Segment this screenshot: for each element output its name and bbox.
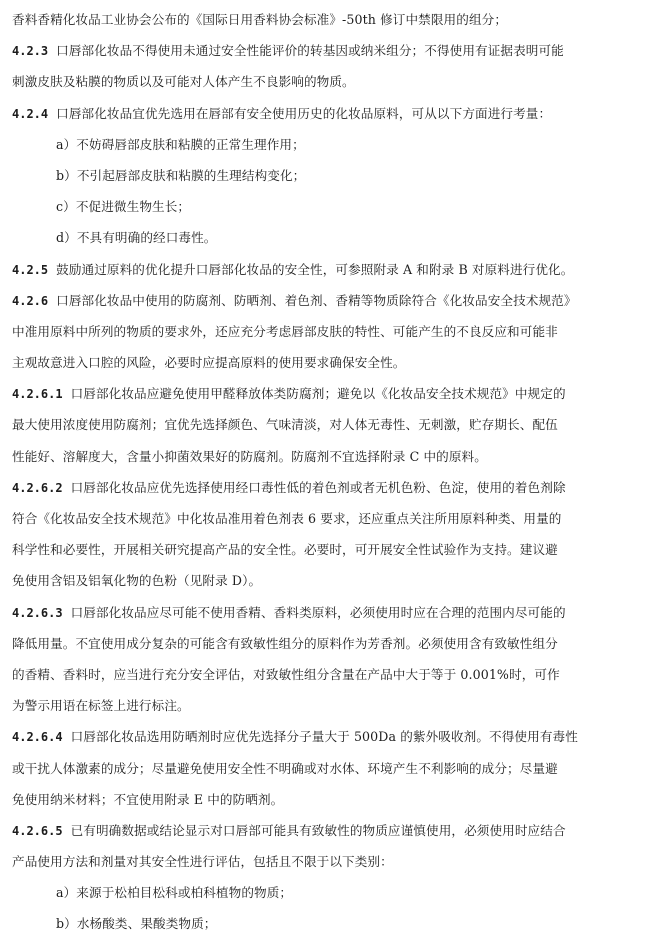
- line-text: 为警示用语在标签上进行标注。: [12, 698, 190, 714]
- text-line: [12, 222, 653, 253]
- text-line: [12, 659, 653, 690]
- line-text: b）不引起唇部皮肤和粘膜的生理结构变化；: [56, 167, 306, 183]
- line-text: a）不妨碍唇部皮肤和粘膜的正常生理作用；: [56, 136, 305, 152]
- clause-number: 4.2.4: [12, 106, 49, 121]
- text-line: [12, 66, 653, 97]
- text-line: [12, 628, 653, 659]
- clause-line: [12, 254, 653, 285]
- line-text: 的香精、香料时，应当进行充分安全评估，对致敏性组分含量在产品中大于等于 0.001%时，可作: [12, 666, 560, 682]
- text-line: [12, 534, 653, 565]
- text-line: [12, 690, 653, 721]
- clause-line: [12, 285, 653, 316]
- line-text: 主观故意进入口腔的风险，必要时应提高原料的使用要求确保安全性。: [12, 355, 406, 371]
- text-line: [12, 846, 653, 877]
- line-text: 降低用量。不宜使用成分复杂的可能含有致敏性组分的原料作为芳香剂。必须使用含有致敏性组分: [12, 635, 558, 651]
- line-text: a）来源于松柏目松科或柏科植物的物质；: [56, 885, 293, 901]
- text-line: [12, 565, 653, 596]
- line-text: 最大使用浓度使用防腐剂；宜优先选择颜色、气味清淡，对人体无毒性、无刺激，贮存期长、配伍: [12, 417, 558, 433]
- line-text: 口唇部化妆品不得使用未通过安全性能评价的转基因或纳米组分；不得使用有证据表明可能: [56, 43, 564, 59]
- text-line: [12, 784, 653, 815]
- clause-line: [12, 721, 653, 752]
- clause-number: 4.2.6.2: [12, 480, 63, 495]
- line-text: 已有明确数据或结论显示对口唇部可能具有致敏性的物质应谨慎使用，必须使用时应结合: [70, 822, 566, 838]
- text-line: [12, 316, 653, 347]
- text-line: [12, 4, 653, 35]
- text-line: [12, 908, 653, 939]
- line-text: 免使用纳米材料；不宜使用附录 E 中的防晒剂。: [12, 791, 284, 807]
- clause-number: 4.2.6: [12, 293, 49, 308]
- line-text: b）水杨酸类、果酸类物质；: [56, 916, 217, 932]
- text-line: [12, 753, 653, 784]
- line-text: 符合《化妆品安全技术规范》中化妆品准用着色剂表 6 要求，还应重点关注所用原料种类、用量的: [12, 511, 562, 526]
- line-text: 科学性和必要性，开展相关研究提高产品的安全性。必要时，可开展安全性试验作为支持。建议避: [12, 542, 558, 558]
- line-text: 产品使用方法和剂量对其安全性进行评估，包括且不限于以下类别：: [12, 854, 393, 870]
- text-line: [12, 877, 653, 908]
- clause-line: [12, 597, 653, 628]
- clause-line: [12, 98, 653, 129]
- line-text: 口唇部化妆品中使用的防腐剂、防晒剂、着色剂、香精等物质除符合《化妆品安全技术规范》: [56, 292, 577, 308]
- line-text: 刺激皮肤及粘膜的物质以及可能对人体产生不良影响的物质。: [12, 74, 355, 90]
- line-text: 口唇部化妆品应尽可能不使用香精、香料类原料，必须使用时应在合理的范围内尽可能的: [70, 604, 566, 620]
- text-line: [12, 129, 653, 160]
- line-text: c）不促进微生物生长；: [56, 199, 191, 215]
- line-text: 免使用含铝及铝氧化物的色粉（见附录 D）。: [12, 573, 262, 589]
- line-text: 口唇部化妆品应优先选择使用经口毒性低的着色剂或者无机色粉、色淀，使用的着色剂除: [70, 479, 566, 495]
- line-text: 香料香精化妆品工业协会公布的《国际日用香料协会标准》-50th 修订中禁限用的组分；: [12, 12, 508, 27]
- clause-number: 4.2.6.5: [12, 823, 63, 838]
- line-text: 中准用原料中所列的物质的要求外，还应充分考虑唇部皮肤的特性、可能产生的不良反应和可能非: [12, 323, 558, 339]
- line-text: 口唇部化妆品宜优先选用在唇部有安全使用历史的化妆品原料，可从以下方面进行考量：: [56, 105, 552, 121]
- clause-number: 4.2.6.3: [12, 605, 63, 620]
- line-text: 或干扰人体激素的成分；尽量避免使用安全性不明确或对水体、环境产生不利影响的成分；尽量避: [12, 760, 558, 776]
- clause-line: [12, 378, 653, 409]
- line-text: 鼓励通过原料的优化提升口唇部化妆品的安全性，可参照附录 A 和附录 B 对原料进行优化。: [56, 261, 574, 277]
- line-text: 口唇部化妆品应避免使用甲醛释放体类防腐剂；避免以《化妆品安全技术规范》中规定的: [70, 386, 566, 402]
- text-line: [12, 160, 653, 191]
- text-line: [12, 191, 653, 222]
- line-text: 性能好、溶解度大，含量小抑菌效果好的防腐剂。防腐剂不宜选择附录 C 中的原料。: [12, 448, 487, 464]
- clause-number: 4.2.5: [12, 262, 49, 277]
- text-line: [12, 347, 653, 378]
- text-line: [12, 409, 653, 440]
- clause-line: [12, 815, 653, 846]
- line-text: 口唇部化妆品选用防晒剂时应优先选择分子量大于 500Da 的紫外吸收剂。不得使用有毒性: [70, 729, 578, 745]
- clause-number: 4.2.6.4: [12, 730, 63, 745]
- clause-number: 4.2.3: [12, 44, 49, 59]
- clause-line: [12, 472, 653, 503]
- clause-line: [12, 35, 653, 66]
- clause-number: 4.2.6.1: [12, 387, 63, 402]
- text-line: [12, 441, 653, 472]
- text-line: [12, 503, 653, 534]
- line-text: d）不具有明确的经口毒性。: [56, 230, 217, 246]
